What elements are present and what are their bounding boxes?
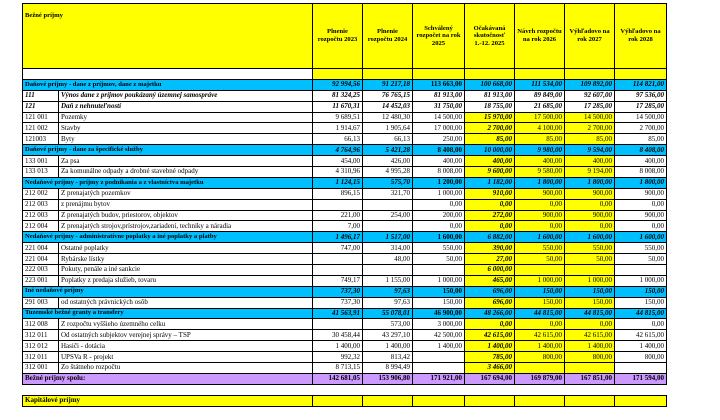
row-value: 8 008,00 [615, 167, 667, 178]
row-value [565, 265, 615, 276]
table-row [23, 210, 667, 221]
row-code: 212 004 [23, 221, 59, 232]
row-value: 221,00 [313, 210, 363, 221]
row-value: 111 534,00 [515, 79, 565, 90]
row-value: 91 217,18 [363, 79, 413, 90]
row-code: 222 003 [23, 265, 59, 276]
row-value: 150,00 [615, 286, 667, 297]
header-col-2023: Plnenie rozpočtu 2023 [313, 4, 363, 69]
row-value: 5 421,28 [363, 145, 413, 156]
row-value: 896,15 [313, 188, 363, 199]
row-value: 1 905,64 [363, 123, 413, 134]
row-label: Byty [59, 134, 313, 145]
header-row [23, 4, 667, 69]
row-code: 221 004 [23, 254, 59, 265]
row-value: 150,00 [565, 297, 615, 308]
row-value: 9 600,00 [465, 167, 515, 178]
row-value: 85,00 [515, 134, 565, 145]
row-value: 1 600,00 [515, 232, 565, 243]
row-value: 17 500,00 [515, 112, 565, 123]
row-value: 0,00 [413, 221, 465, 232]
row-label: Pokuty, penále a iné sankcie [59, 265, 313, 276]
row-value: 1 000,00 [413, 188, 465, 199]
row-value [313, 265, 363, 276]
row-value: 81 913,00 [413, 90, 465, 101]
row-value: 150,00 [615, 297, 667, 308]
header-col-2025-approved: Schválený rozpočet na rok 2025 [413, 4, 465, 69]
row-code: 121 002 [23, 123, 59, 134]
row-value: 0,00 [413, 199, 465, 210]
row-label: Iné nedaňové príjmy [23, 286, 313, 297]
row-value [515, 265, 565, 276]
table-row [23, 275, 667, 286]
row-code: 133 013 [23, 167, 59, 178]
row-value: 167 851,00 [565, 373, 615, 384]
row-value: 1 600,00 [615, 232, 667, 243]
row-value: 454,00 [313, 156, 363, 167]
row-value: 1 400,00 [465, 341, 515, 352]
row-value [413, 363, 465, 374]
row-value: 11 670,31 [313, 101, 363, 112]
row-code: 111 [23, 90, 59, 101]
table-row [23, 265, 667, 276]
row-value: 1 000,00 [615, 275, 667, 286]
row-value: 992,32 [313, 352, 363, 363]
row-value: 42 615,00 [465, 330, 515, 341]
row-value: 42 500,00 [413, 330, 465, 341]
row-value: 4 310,96 [313, 167, 363, 178]
row-value: 2 700,00 [615, 123, 667, 134]
row-code: 312 011 [23, 330, 59, 341]
row-value: 1 496,17 [313, 232, 363, 243]
header-label: Bežné príjmy [23, 4, 313, 69]
row-value: 900,00 [565, 188, 615, 199]
row-value: 3 466,00 [465, 363, 515, 374]
row-value: 1 600,00 [413, 232, 465, 243]
row-label: z prenájmu bytov [59, 199, 313, 210]
row-value: 4 995,28 [363, 167, 413, 178]
row-code: 291 003 [23, 297, 59, 308]
category-row [23, 286, 667, 297]
row-value: 400,00 [615, 156, 667, 167]
row-value: 113 663,00 [413, 79, 465, 90]
row-value: 85,00 [565, 134, 615, 145]
row-value: 85,00 [465, 134, 515, 145]
row-label: Od ostatných subjektov verejnej správy – TSP [59, 330, 313, 341]
row-code: 221 004 [23, 243, 59, 254]
row-code: 121 001 [23, 112, 59, 123]
row-value: 41 563,91 [313, 308, 363, 319]
row-value: 150,00 [565, 286, 615, 297]
row-label: Daňové príjmy - dane za špecifické služby [23, 145, 313, 156]
header-col-2027: Výhľadovo na rok 2027 [565, 4, 615, 69]
row-value: 17 285,00 [615, 101, 667, 112]
row-label: Z prenajatých strojov,prístrojov,zariadení, techniky a náradia [59, 221, 313, 232]
row-label: Z rozpočtu vyššieho územného celku [59, 319, 313, 330]
row-label: Z prenajatých budov, priestorov, objektov [59, 210, 313, 221]
row-value [363, 265, 413, 276]
row-value: 9 194,00 [565, 167, 615, 178]
row-value: 10 000,00 [465, 145, 515, 156]
table-row [23, 112, 667, 123]
row-value: 1 800,00 [615, 177, 667, 188]
table-row [23, 330, 667, 341]
row-label: Stavby [59, 123, 313, 134]
row-value: 46 900,00 [413, 308, 465, 319]
row-value: 50,00 [515, 254, 565, 265]
row-value: 390,00 [465, 243, 515, 254]
row-value: 50,00 [565, 254, 615, 265]
row-value: 200,00 [413, 210, 465, 221]
spacer-row [23, 384, 667, 395]
row-value: 3 000,00 [413, 319, 465, 330]
row-value: 14 452,03 [363, 101, 413, 112]
row-value: 900,00 [515, 210, 565, 221]
table-row [23, 134, 667, 145]
row-value [313, 319, 363, 330]
row-value [363, 199, 413, 210]
row-code: 121 [23, 101, 59, 112]
row-value: 150,00 [413, 286, 465, 297]
row-value: 749,17 [313, 275, 363, 286]
row-value: 1 800,00 [565, 177, 615, 188]
row-value: 0,00 [565, 199, 615, 210]
row-value [313, 199, 363, 210]
table-row [23, 254, 667, 265]
row-value: 696,00 [465, 286, 515, 297]
row-value: 272,00 [465, 210, 515, 221]
row-value: 167 694,00 [465, 373, 515, 384]
row-value: 97,63 [363, 286, 413, 297]
row-value: 6 882,00 [465, 232, 515, 243]
spacer-row [23, 69, 667, 80]
row-code: 312 008 [23, 319, 59, 330]
row-value: 92 607,00 [565, 90, 615, 101]
row-value: 6 000,00 [465, 265, 515, 276]
row-value: 0,00 [465, 221, 515, 232]
row-value: 1 400,00 [515, 341, 565, 352]
table-row [23, 123, 667, 134]
row-value: 48 266,00 [465, 308, 515, 319]
row-value: 27,00 [465, 254, 515, 265]
row-value: 910,00 [465, 188, 515, 199]
row-value [413, 352, 465, 363]
row-value: 9 980,00 [515, 145, 565, 156]
row-value: 550,00 [515, 243, 565, 254]
header-col-2025-expected: Očakávaná skutočnosť 1.-12. 2025 [465, 4, 515, 69]
row-value: 426,00 [363, 156, 413, 167]
row-value: 150,00 [515, 297, 565, 308]
row-value [565, 363, 615, 374]
row-value: 1 800,00 [515, 177, 565, 188]
row-value: 0,00 [465, 319, 515, 330]
row-value: 785,00 [465, 352, 515, 363]
row-value: 550,00 [413, 243, 465, 254]
row-value: 2 700,00 [565, 123, 615, 134]
category-row [23, 145, 667, 156]
table-row [23, 243, 667, 254]
row-value: 44 815,00 [565, 308, 615, 319]
row-code: 212 003 [23, 199, 59, 210]
row-value: 42 615,00 [565, 330, 615, 341]
row-value: 900,00 [615, 188, 667, 199]
row-value: 169 879,00 [515, 373, 565, 384]
row-value: 12 480,30 [363, 112, 413, 123]
row-code: 312 011 [23, 352, 59, 363]
row-code: 312 001 [23, 363, 59, 374]
row-value: 1 124,15 [313, 177, 363, 188]
row-value: 1 517,00 [363, 232, 413, 243]
table-row [23, 156, 667, 167]
row-value [363, 221, 413, 232]
row-value: 81 324,25 [313, 90, 363, 101]
row-value: 92 994,56 [313, 79, 363, 90]
header-col-2024: Plnenie rozpočtu 2024 [363, 4, 413, 69]
row-value: 0,00 [615, 199, 667, 210]
row-value: 66,13 [363, 134, 413, 145]
total-row [23, 373, 667, 384]
table-row [23, 363, 667, 374]
row-value: 1 400,00 [615, 341, 667, 352]
row-value: 575,70 [363, 177, 413, 188]
row-label: UPSVa R - projekt [59, 352, 313, 363]
row-label: Zo štátneho rozpočtu [59, 363, 313, 374]
row-value: 8 408,00 [413, 145, 465, 156]
row-value: 43 297,10 [363, 330, 413, 341]
row-label: Nedaňové príjmy - administratívne poplatky a iné poplatky a platby [23, 232, 313, 243]
row-value: 1 155,00 [363, 275, 413, 286]
row-value: 31 750,00 [413, 101, 465, 112]
table-row [23, 352, 667, 363]
row-value: 8 713,15 [313, 363, 363, 374]
row-label: Z prenajatých pozemkov [59, 188, 313, 199]
row-value: 737,30 [313, 286, 363, 297]
row-value: 9 594,00 [565, 145, 615, 156]
row-value: 0,00 [515, 199, 565, 210]
row-value: 44 815,00 [615, 308, 667, 319]
row-label: Poplatky z predaja služieb, tovaru [59, 275, 313, 286]
row-value: 900,00 [615, 210, 667, 221]
row-value: 109 892,00 [565, 79, 615, 90]
table-row [23, 199, 667, 210]
row-value: 1 400,00 [565, 341, 615, 352]
row-value: 114 821,00 [615, 79, 667, 90]
row-value: 2 700,00 [465, 123, 515, 134]
row-code: 121003 [23, 134, 59, 145]
row-value: 1 400,00 [313, 341, 363, 352]
row-value: 17 000,00 [413, 123, 465, 134]
row-code: 212 002 [23, 188, 59, 199]
row-value: 250,00 [413, 134, 465, 145]
row-value: 813,42 [363, 352, 413, 363]
row-value: 737,30 [313, 297, 363, 308]
row-value: 4 764,96 [313, 145, 363, 156]
capital-income-row [23, 395, 667, 406]
table-row [23, 341, 667, 352]
row-value: 1 400,00 [413, 341, 465, 352]
row-value: 800,00 [515, 352, 565, 363]
header-col-2028: Výhľadovo na rok 2028 [615, 4, 667, 69]
row-label: Nedaňové príjmy - príjmy z podnikania a z vlastníctva majetku [23, 177, 313, 188]
table-row [23, 221, 667, 232]
row-value: 0,00 [615, 221, 667, 232]
row-value: 42 615,00 [515, 330, 565, 341]
row-value: 142 681,05 [313, 373, 363, 384]
capital-income-label: Kapitálové príjmy [23, 395, 313, 406]
row-value: 42 615,00 [615, 330, 667, 341]
row-value: 800,00 [565, 352, 615, 363]
row-value: 150,00 [515, 286, 565, 297]
row-value: 14 500,00 [413, 112, 465, 123]
row-value: 0,00 [515, 319, 565, 330]
row-value: 800,00 [615, 352, 667, 363]
row-value [413, 265, 465, 276]
table-row [23, 297, 667, 308]
row-value: 153 906,80 [363, 373, 413, 384]
row-value: 550,00 [615, 243, 667, 254]
row-value: 97,63 [363, 297, 413, 308]
row-value: 4 100,00 [515, 123, 565, 134]
row-value: 1 000,00 [413, 275, 465, 286]
row-value [313, 254, 363, 265]
row-value: 0,00 [465, 199, 515, 210]
header-col-2026: Návrh rozpočtu na rok 2026 [515, 4, 565, 69]
row-value: 21 685,00 [515, 101, 565, 112]
row-value: 14 500,00 [615, 112, 667, 123]
row-value: 1 600,00 [565, 232, 615, 243]
row-value: 1 182,00 [465, 177, 515, 188]
row-value: 66,13 [313, 134, 363, 145]
row-value: 900,00 [515, 188, 565, 199]
row-value: 0,00 [565, 319, 615, 330]
row-value: 747,00 [313, 243, 363, 254]
row-value: 1 000,00 [565, 275, 615, 286]
category-row [23, 79, 667, 90]
row-value: 89 849,00 [515, 90, 565, 101]
row-value: 8 008,00 [413, 167, 465, 178]
row-value [615, 265, 667, 276]
subcategory-row [23, 101, 667, 112]
row-code: 223 001 [23, 275, 59, 286]
budget-table [22, 3, 667, 407]
row-value: 100 668,00 [465, 79, 515, 90]
row-label: Daňové príjmy - dane z príjmov, dane z majetku [23, 79, 313, 90]
row-value: 9 580,00 [515, 167, 565, 178]
category-row [23, 308, 667, 319]
row-value: 0,00 [565, 221, 615, 232]
row-value: 76 765,15 [363, 90, 413, 101]
row-value: 85,00 [615, 134, 667, 145]
row-value: 48,00 [363, 254, 413, 265]
row-label: Pozemky [59, 112, 313, 123]
row-value: 0,00 [615, 319, 667, 330]
row-value: 254,00 [363, 210, 413, 221]
row-value: 55 078,01 [363, 308, 413, 319]
row-value: 550,00 [565, 243, 615, 254]
row-value: 50,00 [615, 254, 667, 265]
row-value [515, 363, 565, 374]
category-row [23, 232, 667, 243]
row-value: 44 815,00 [515, 308, 565, 319]
row-value: 50,00 [413, 254, 465, 265]
row-label: Hasiči - dotácia [59, 341, 313, 352]
row-value [615, 363, 667, 374]
row-value: 465,00 [465, 275, 515, 286]
row-value: 8 408,00 [615, 145, 667, 156]
row-label: Rybárske lístky [59, 254, 313, 265]
row-value: 400,00 [465, 156, 515, 167]
row-label: Za komunálne odpady a drobné stavebné odpady [59, 167, 313, 178]
row-value: 97 536,00 [615, 90, 667, 101]
row-value: 9 689,51 [313, 112, 363, 123]
row-value: 400,00 [413, 156, 465, 167]
row-label: Výnos dane z príjmov poukázaný územnej samospráve [59, 90, 313, 101]
row-value: 400,00 [515, 156, 565, 167]
row-label: Tuzemské bežné granty a transfery [23, 308, 313, 319]
row-value: 150,00 [413, 297, 465, 308]
row-value: 900,00 [565, 210, 615, 221]
row-code: 212 003 [23, 210, 59, 221]
row-value: 1 000,00 [515, 275, 565, 286]
row-label: od ostatných právnických osôb [59, 297, 313, 308]
row-value: 8 994,49 [363, 363, 413, 374]
row-value: 314,00 [363, 243, 413, 254]
row-value: 400,00 [565, 156, 615, 167]
row-value: 171 921,00 [413, 373, 465, 384]
row-value: 15 970,00 [465, 112, 515, 123]
row-value: 696,00 [465, 297, 515, 308]
row-value: 1 200,00 [413, 177, 465, 188]
row-label: Bežné príjmy spolu: [23, 373, 313, 384]
row-value: 573,00 [363, 319, 413, 330]
row-label: Ostatné poplatky [59, 243, 313, 254]
row-value: 7,00 [313, 221, 363, 232]
row-code: 312 012 [23, 341, 59, 352]
subcategory-row [23, 90, 667, 101]
row-value: 321,70 [363, 188, 413, 199]
row-label: Daň z nehnuteľností [59, 101, 313, 112]
row-value: 171 594,00 [615, 373, 667, 384]
table-row [23, 167, 667, 178]
row-value: 1 914,67 [313, 123, 363, 134]
row-value: 0,00 [515, 221, 565, 232]
row-value: 17 285,00 [565, 101, 615, 112]
row-value: 18 755,00 [465, 101, 515, 112]
row-value: 14 500,00 [565, 112, 615, 123]
row-value: 1 400,00 [363, 341, 413, 352]
row-value: 81 913,00 [465, 90, 515, 101]
row-label: Za psa [59, 156, 313, 167]
row-value: 30 458,44 [313, 330, 363, 341]
table-row [23, 319, 667, 330]
table-row [23, 188, 667, 199]
category-row [23, 177, 667, 188]
row-code: 133 001 [23, 156, 59, 167]
